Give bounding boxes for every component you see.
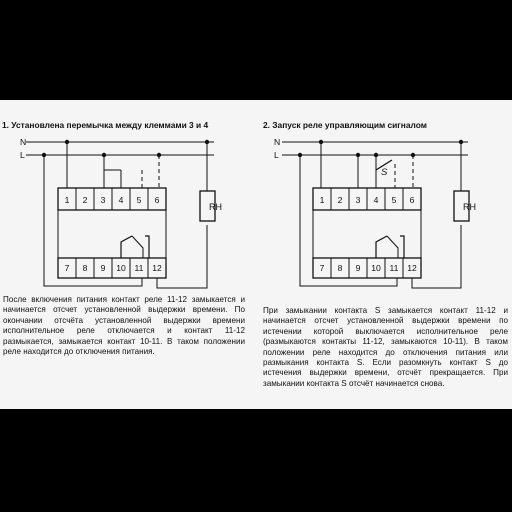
panel1-description: После включения питания контакт реле 11-12 замыкается и начинается отсчет установленной выдержки времени. По окончании отсчёта установленной выдержки времени исполнительное реле отключается и контакт 11-12 размыкается, замыкается контакт 10-11. В таком положении реле находится до отключения питания. xyxy=(3,295,245,357)
panel2-terminal-6: 6 xyxy=(409,195,415,205)
panel2-title: 2. Запуск реле управляющим сигналом xyxy=(263,120,427,130)
panel1-terminal-8: 8 xyxy=(82,263,88,273)
panel2-terminal-9: 9 xyxy=(355,263,361,273)
panel1-title: 1. Установлена перемычка между клеммами 3 и 4 xyxy=(2,120,209,130)
panel1-bus-n-label: N xyxy=(20,137,27,147)
panel1-terminal-11: 11 xyxy=(134,263,144,273)
panel2-terminal-11: 11 xyxy=(389,263,399,273)
panel2-terminal-10: 10 xyxy=(371,263,381,273)
panel2-terminal-12: 12 xyxy=(407,263,417,273)
panel1-bus-l-label: L xyxy=(20,150,25,160)
panel1-terminal-7: 7 xyxy=(64,263,70,273)
panel1-terminal-9: 9 xyxy=(100,263,106,273)
panel2-bus-n-label: N xyxy=(274,137,281,147)
panel1-terminal-6: 6 xyxy=(154,195,160,205)
panel1-terminal-10: 10 xyxy=(116,263,126,273)
panel2-terminal-1: 1 xyxy=(319,195,325,205)
panel2-switch-label: S xyxy=(381,167,388,178)
panel1-terminal-1: 1 xyxy=(64,195,70,205)
panel2-terminal-4: 4 xyxy=(373,195,379,205)
panel2-load-label: RH xyxy=(463,202,476,212)
panel2-bus-l-label: L xyxy=(274,150,279,160)
panel2-description: При замыкании контакта S замыкается контакт 11-12 и начинается отсчет установленной выдержки времени по истечении которой выключается исполнительное реле (размыкаются контакты 11-12, замыкаются 10-11). В таком положении реле находится до отключения питания или размыкания контакта S. Если разомкнуть контакт S до истечения выдержки времени, отсчёт прекращается. При замыкании контакта S отсчёт начинается снова. xyxy=(263,306,508,388)
panel1-terminal-3: 3 xyxy=(100,195,106,205)
panel1-load-label: RH xyxy=(209,202,222,212)
panel2-terminal-8: 8 xyxy=(337,263,343,273)
panel2-terminal-3: 3 xyxy=(355,195,361,205)
panel1-terminal-12: 12 xyxy=(152,263,162,273)
panel2-terminal-7: 7 xyxy=(319,263,325,273)
panel1-terminal-4: 4 xyxy=(118,195,124,205)
panel2-terminal-2: 2 xyxy=(337,195,343,205)
panel1-terminal-5: 5 xyxy=(136,195,142,205)
panel2-terminal-5: 5 xyxy=(391,195,397,205)
panel1-terminal-2: 2 xyxy=(82,195,88,205)
